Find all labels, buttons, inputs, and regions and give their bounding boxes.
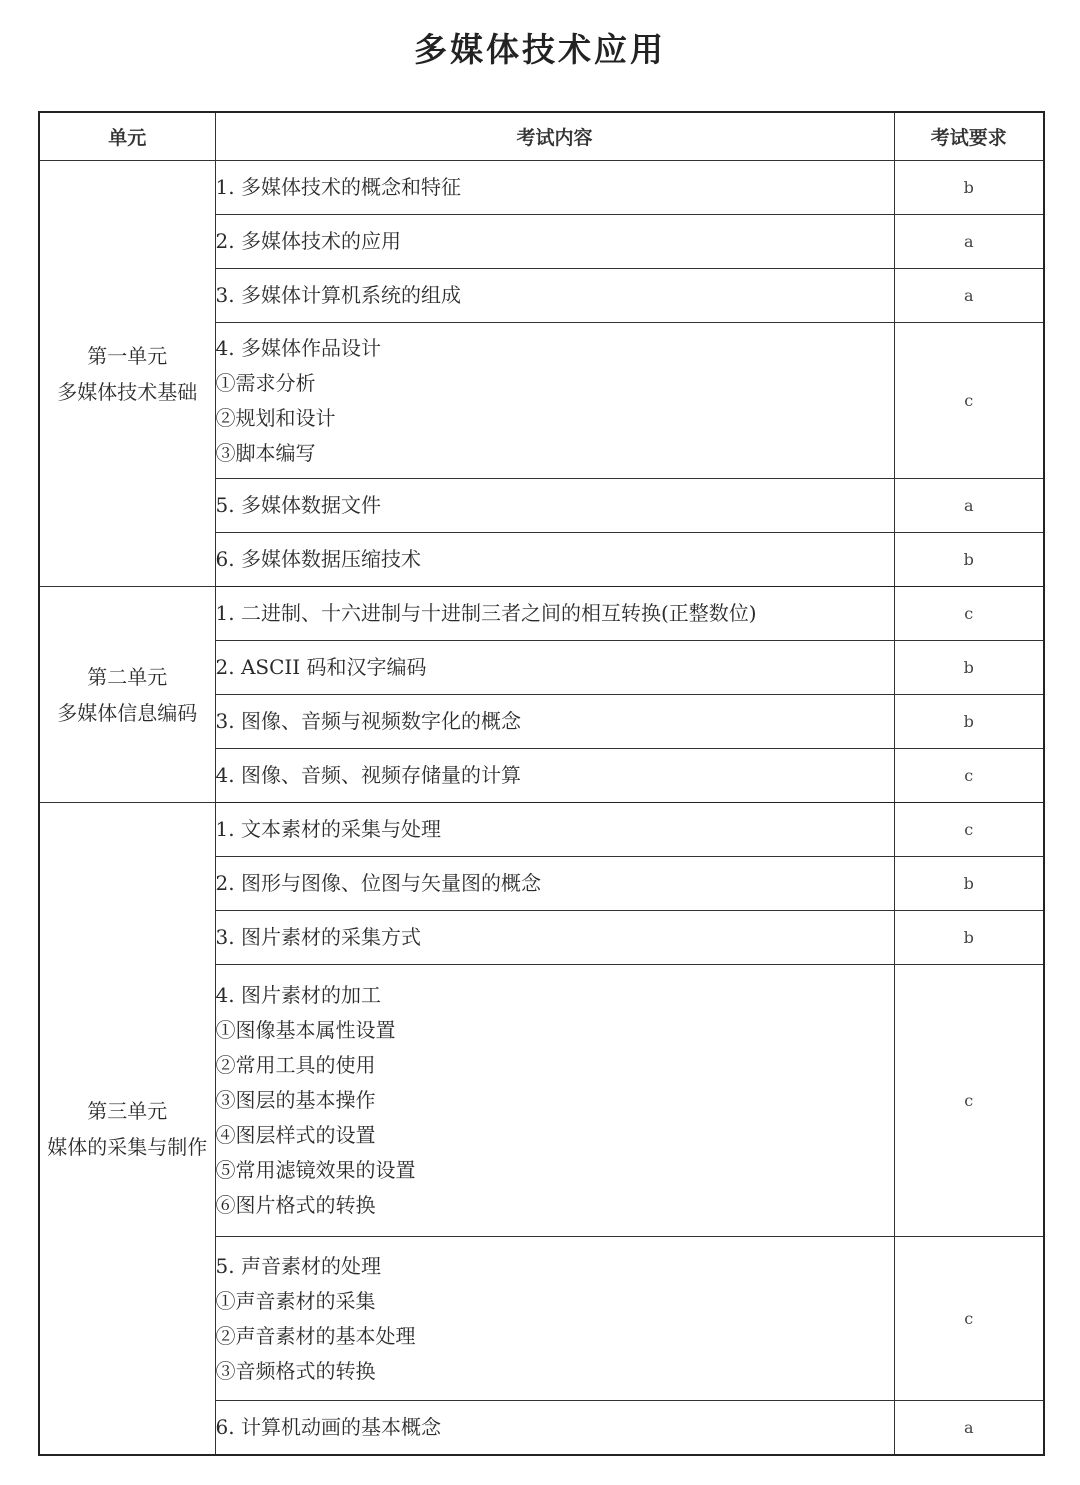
content-cell [215,533,894,587]
content-subline: ⑤常用滤镜效果的设置 [215,1158,416,1182]
table-row [39,803,1044,857]
requirement-cell: b [894,911,1044,965]
content-line: 4. 多媒体作品设计 [215,335,381,360]
content-subline: ④图层样式的设置 [215,1123,376,1147]
table-row [39,587,1044,641]
content-cell [215,1237,894,1401]
content-subline: ②常用工具的使用 [215,1053,376,1077]
header-unit: 单元 [39,112,215,161]
content-line: 3. 多媒体计算机系统的组成 [215,283,461,307]
content-subline: ③音频格式的转换 [215,1358,376,1383]
requirement-cell: c [894,1237,1044,1401]
requirement-cell: b [894,695,1044,749]
content-cell [215,479,894,533]
content-line: 6. 计算机动画的基本概念 [215,1415,441,1439]
table-header-row [39,112,1044,161]
content-cell [215,1401,894,1456]
content-line: 6. 多媒体数据压缩技术 [215,547,421,571]
content-subline: ②规划和设计 [215,405,336,430]
content-line: 3. 图片素材的采集方式 [215,925,421,949]
unit-label: 第三单元 [87,1098,168,1123]
requirement-cell: a [894,215,1044,269]
requirement-cell: a [894,479,1044,533]
requirement-cell: c [894,803,1044,857]
requirement-cell: a [894,1401,1044,1456]
page-title: 多媒体技术应用 [414,30,666,69]
table-row [39,161,1044,215]
header-requirement: 考试要求 [894,112,1044,161]
requirement-cell: a [894,269,1044,323]
content-subline: ③图层的基本操作 [215,1088,376,1112]
unit-cell [39,587,215,803]
requirement-cell: c [894,749,1044,803]
content-subline: ①需求分析 [215,370,316,395]
content-cell [215,587,894,641]
unit-label: 第一单元 [87,343,168,368]
content-cell [215,965,894,1237]
requirement-cell: b [894,533,1044,587]
requirement-cell: b [894,641,1044,695]
content-line: 2. 多媒体技术的应用 [215,229,401,253]
content-cell [215,749,894,803]
content-line: 5. 多媒体数据文件 [215,493,381,517]
exam-requirements-table [38,111,1045,1456]
requirement-cell: c [894,587,1044,641]
unit-cell [39,803,215,1456]
content-line: 1. 二进制、十六进制与十进制三者之间的相互转换(正整数位) [215,601,757,625]
unit-name: 多媒体信息编码 [57,700,198,725]
requirement-cell: b [894,161,1044,215]
content-cell [215,269,894,323]
content-cell [215,323,894,479]
content-line: 4. 图片素材的加工 [215,983,381,1007]
content-cell [215,911,894,965]
content-cell [215,161,894,215]
content-cell [215,641,894,695]
unit-label: 第二单元 [87,664,168,689]
unit-name: 媒体的采集与制作 [47,1134,208,1159]
requirement-cell: c [894,965,1044,1237]
content-subline: ①声音素材的采集 [215,1288,376,1313]
content-line: 5. 声音素材的处理 [215,1253,381,1278]
content-line: 2. ASCII 码和汉字编码 [215,655,427,679]
content-subline: ③脚本编写 [215,440,316,465]
content-cell [215,215,894,269]
unit-cell [39,161,215,587]
content-subline: ⑥图片格式的转换 [215,1193,376,1217]
content-cell [215,857,894,911]
content-line: 4. 图像、音频、视频存储量的计算 [215,763,521,787]
header-content: 考试内容 [215,112,894,161]
content-cell [215,695,894,749]
requirement-cell: c [894,323,1044,479]
content-line: 2. 图形与图像、位图与矢量图的概念 [215,871,541,895]
content-subline: ②声音素材的基本处理 [215,1323,416,1348]
content-cell [215,803,894,857]
content-line: 3. 图像、音频与视频数字化的概念 [215,709,521,733]
content-line: 1. 文本素材的采集与处理 [215,817,441,841]
content-line: 1. 多媒体技术的概念和特征 [215,175,461,199]
content-subline: ①图像基本属性设置 [215,1018,396,1042]
unit-name: 多媒体技术基础 [57,379,198,404]
requirement-cell: b [894,857,1044,911]
